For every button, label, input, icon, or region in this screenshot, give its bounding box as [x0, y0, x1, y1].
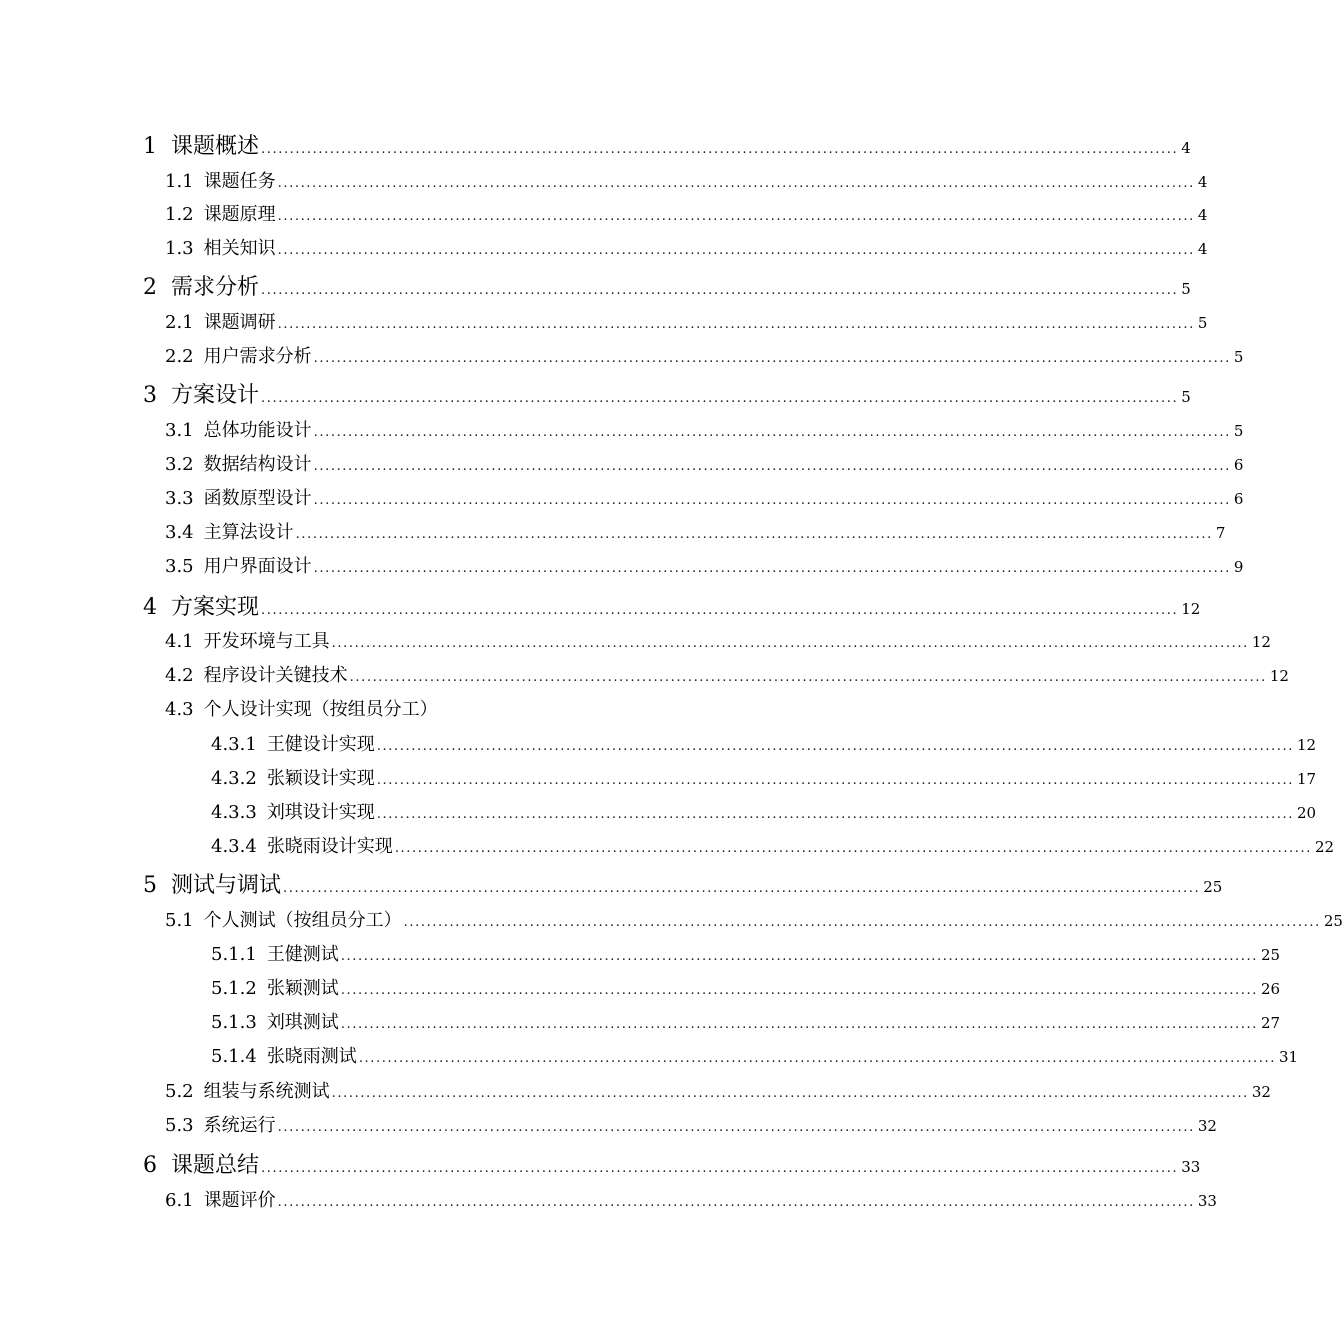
- toc-dot-leader: ................................................................................................................................................................: [376, 807, 1294, 822]
- toc-dot-leader: ................................................................................................................................................................: [295, 527, 1213, 542]
- toc-entry[interactable]: [211, 974, 1281, 1000]
- toc-entry-page-number: 4: [1181, 139, 1191, 157]
- toc-entry[interactable]: [211, 798, 1317, 824]
- toc-entry-title: 课题任务: [203, 171, 276, 192]
- toc-dot-leader: ................................................................................................................................................................: [331, 1086, 1249, 1101]
- toc-dot-leader: ................................................................................................................................................................: [277, 1120, 1195, 1135]
- toc-entry-title: 测试与调试: [171, 873, 282, 898]
- toc-entry-title: 方案实现: [171, 595, 260, 620]
- toc-entry-title: 王健设计实现: [266, 734, 375, 755]
- toc-dot-leader: ................................................................................................................................................................: [313, 425, 1231, 440]
- toc-dot-leader: ................................................................................................................................................................: [376, 773, 1294, 788]
- toc-entry-number: 5.1.1: [211, 944, 257, 965]
- toc-entry-page-number: 25: [1260, 946, 1281, 964]
- toc-entry-title: 个人测试（按组员分工）: [203, 910, 402, 931]
- toc-entry-number: 3.1: [165, 420, 194, 441]
- toc-dot-leader: ................................................................................................................................................................: [331, 636, 1249, 651]
- toc-entry-page-number: 4: [1197, 206, 1208, 224]
- toc-entry-page-number: 12: [1251, 633, 1271, 651]
- toc-entry-number: 3.3: [165, 488, 194, 509]
- toc-dot-leader: ................................................................................................................................................................: [340, 1017, 1258, 1032]
- toc-dot-leader: ................................................................................................................................................................: [349, 670, 1267, 685]
- toc-entry-number: 5: [143, 873, 157, 898]
- toc-entry-title: 组装与系统测试: [203, 1081, 330, 1102]
- toc-entry-number: 6.1: [165, 1190, 194, 1211]
- toc-entry[interactable]: [143, 129, 1191, 160]
- toc-dot-leader: ................................................................................................................................................................: [261, 391, 1179, 406]
- toc-entry-number: 3.2: [165, 454, 194, 475]
- toc-entry[interactable]: [143, 270, 1191, 301]
- toc-entry[interactable]: [165, 484, 1244, 510]
- toc-entry-page-number: 4: [1197, 173, 1208, 191]
- toc-entry-page-number: 12: [1269, 667, 1289, 685]
- toc-dot-leader: ................................................................................................................................................................: [394, 841, 1312, 856]
- toc-entry[interactable]: [165, 627, 1271, 653]
- toc-entry-title: 张晓雨设计实现: [266, 836, 393, 857]
- toc-entry[interactable]: [165, 1186, 1217, 1212]
- toc-entry-title: 用户界面设计: [203, 556, 312, 577]
- toc-entry-page-number: 26: [1260, 980, 1281, 998]
- toc-entry-page-number: 12: [1181, 600, 1201, 618]
- toc-dot-leader: ................................................................................................................................................................: [313, 351, 1231, 366]
- toc-entry-page-number: 7: [1215, 524, 1226, 542]
- toc-entry-page-number: 27: [1260, 1014, 1281, 1032]
- toc-entry-title: 用户需求分析: [203, 346, 312, 367]
- toc-entry-number: 1.2: [165, 204, 194, 225]
- toc-entry[interactable]: [165, 661, 1289, 687]
- toc-entry-title: 课题概述: [171, 134, 260, 159]
- toc-entry-page-number: 32: [1251, 1083, 1271, 1101]
- toc-entry[interactable]: [143, 868, 1223, 899]
- toc-dot-leader: ................................................................................................................................................................: [261, 1161, 1179, 1176]
- toc-entry-title: 函数原型设计: [203, 488, 312, 509]
- toc-entry-number: 4: [143, 595, 157, 620]
- toc-entry-number: 3.4: [165, 522, 194, 543]
- toc-dot-leader: ................................................................................................................................................................: [376, 739, 1294, 754]
- toc-entry-title: 主算法设计: [203, 522, 294, 543]
- toc-dot-leader: ................................................................................................................................................................: [277, 243, 1195, 258]
- toc-entry[interactable]: [165, 906, 1343, 932]
- toc-entry-page-number: 6: [1233, 456, 1244, 474]
- toc-entry-title: 张晓雨测试: [266, 1046, 357, 1067]
- toc-entry-number: 1.3: [165, 238, 194, 259]
- toc-entry-number: 5.1: [165, 910, 194, 931]
- toc-dot-leader: ................................................................................................................................................................: [313, 561, 1231, 576]
- toc-entry-page-number: 5: [1197, 314, 1208, 332]
- toc-dot-leader: ................................................................................................................................................................: [277, 209, 1195, 224]
- toc-entry[interactable]: [165, 552, 1244, 578]
- toc-entry[interactable]: [165, 416, 1244, 442]
- toc-entry-number: 4.3.1: [211, 734, 257, 755]
- toc-entry-title: 刘琪测试: [266, 1012, 339, 1033]
- toc-entry-number: 1.1: [165, 171, 194, 192]
- toc-entry-number: 4.3.3: [211, 802, 257, 823]
- toc-entry-page-number: 33: [1181, 1158, 1201, 1176]
- toc-entry[interactable]: [165, 308, 1208, 334]
- toc-entry-number: 5.1.4: [211, 1046, 257, 1067]
- toc-entry-page-number: 25: [1323, 912, 1343, 930]
- toc-entry-number: 4.2: [165, 665, 194, 686]
- toc-entry-page-number: 25: [1203, 878, 1223, 896]
- toc-entry[interactable]: [143, 590, 1201, 621]
- toc-entry-number: 4.3.4: [211, 836, 257, 857]
- toc-entry-title: 刘琪设计实现: [266, 802, 375, 823]
- toc-entry-number: 3: [143, 383, 157, 408]
- toc-dot-leader: ................................................................................................................................................................: [340, 983, 1258, 998]
- toc-entry-title: 开发环境与工具: [203, 631, 330, 652]
- toc-entry-number: 5.3: [165, 1115, 194, 1136]
- toc-entry-number: 2.2: [165, 346, 194, 367]
- toc-entry[interactable]: [143, 1148, 1201, 1179]
- toc-entry-number: 4.3: [165, 699, 194, 720]
- toc-dot-leader: ................................................................................................................................................................: [340, 949, 1258, 964]
- toc-dot-leader: ................................................................................................................................................................: [277, 1195, 1195, 1210]
- toc-entry-page-number: 5: [1233, 422, 1244, 440]
- toc-entry-page-number: 5: [1233, 348, 1244, 366]
- toc-dot-leader: ................................................................................................................................................................: [313, 493, 1231, 508]
- toc-entry[interactable]: [165, 1077, 1271, 1103]
- toc-entry[interactable]: [143, 378, 1191, 409]
- toc-entry-page-number: 6: [1233, 490, 1244, 508]
- toc-dot-leader: ................................................................................................................................................................: [358, 1051, 1276, 1066]
- toc-entry[interactable]: [165, 450, 1244, 476]
- toc-entry-page-number: 22: [1314, 838, 1335, 856]
- toc-entry[interactable]: [211, 764, 1317, 790]
- toc-dot-leader: ................................................................................................................................................................: [261, 142, 1179, 157]
- toc-entry[interactable]: [165, 342, 1244, 368]
- toc-entry[interactable]: [211, 730, 1317, 756]
- toc-entry-page-number: 5: [1181, 280, 1191, 298]
- toc-entry-page-number: 31: [1278, 1048, 1299, 1066]
- toc-entry[interactable]: [211, 1042, 1299, 1068]
- toc-entry-title: 课题调研: [203, 312, 276, 333]
- toc-entry-number: 3.5: [165, 556, 194, 577]
- toc-entry-title: 数据结构设计: [203, 454, 312, 475]
- toc-entry-title: 课题总结: [171, 1153, 260, 1178]
- toc-entry[interactable]: [165, 200, 1208, 226]
- toc-entry-number: 2.1: [165, 312, 194, 333]
- toc-entry-page-number: 32: [1197, 1117, 1217, 1135]
- toc-entry-page-number: 20: [1296, 804, 1317, 822]
- toc-entry-title: 相关知识: [203, 238, 276, 259]
- toc-entry-title: 需求分析: [171, 275, 260, 300]
- toc-dot-leader: ................................................................................................................................................................: [313, 459, 1231, 474]
- toc-entry-number: 5.1.3: [211, 1012, 257, 1033]
- toc-entry-title: 总体功能设计: [203, 420, 312, 441]
- toc-entry[interactable]: [165, 695, 805, 721]
- toc-entry-number: 2: [143, 275, 157, 300]
- toc-entry-title: 王健测试: [266, 944, 339, 965]
- toc-dot-leader: ................................................................................................................................................................: [283, 881, 1201, 896]
- toc-entry-title: 个人设计实现（按组员分工）: [203, 699, 438, 720]
- toc-entry-title: 方案设计: [171, 383, 260, 408]
- toc-entry-number: 5.1.2: [211, 978, 257, 999]
- toc-entry-title: 系统运行: [203, 1115, 276, 1136]
- toc-entry-number: 5.2: [165, 1081, 194, 1102]
- toc-entry-page-number: 4: [1197, 240, 1208, 258]
- toc-dot-leader: ................................................................................................................................................................: [403, 915, 1321, 930]
- toc-entry[interactable]: [211, 940, 1281, 966]
- toc-dot-leader: ................................................................................................................................................................: [261, 283, 1179, 298]
- toc-entry[interactable]: [165, 167, 1208, 193]
- toc-entry-page-number: 9: [1233, 558, 1244, 576]
- toc-entry-title: 课题评价: [203, 1190, 276, 1211]
- toc-entry-title: 课题原理: [203, 204, 276, 225]
- toc-entry-number: 4.1: [165, 631, 194, 652]
- toc-entry-page-number: 33: [1197, 1192, 1217, 1210]
- toc-dot-leader: ................................................................................................................................................................: [261, 603, 1179, 618]
- toc-entry-number: 4.3.2: [211, 768, 257, 789]
- toc-entry[interactable]: [211, 832, 1335, 858]
- toc-entry-page-number: 5: [1181, 388, 1191, 406]
- toc-entry[interactable]: [211, 1008, 1281, 1034]
- toc-dot-leader: ................................................................................................................................................................: [277, 317, 1195, 332]
- toc-entry[interactable]: [165, 234, 1208, 260]
- toc-entry-page-number: 12: [1296, 736, 1317, 754]
- toc-entry[interactable]: [165, 518, 1226, 544]
- toc-entry-title: 张颖设计实现: [266, 768, 375, 789]
- toc-entry-number: 1: [143, 134, 157, 159]
- toc-dot-leader: ................................................................................................................................................................: [277, 176, 1195, 191]
- toc-entry-title: 张颖测试: [266, 978, 339, 999]
- toc-entry-page-number: 17: [1296, 770, 1317, 788]
- toc-entry-title: 程序设计关键技术: [203, 665, 348, 686]
- toc-entry[interactable]: [165, 1111, 1217, 1137]
- toc-entry-number: 6: [143, 1153, 157, 1178]
